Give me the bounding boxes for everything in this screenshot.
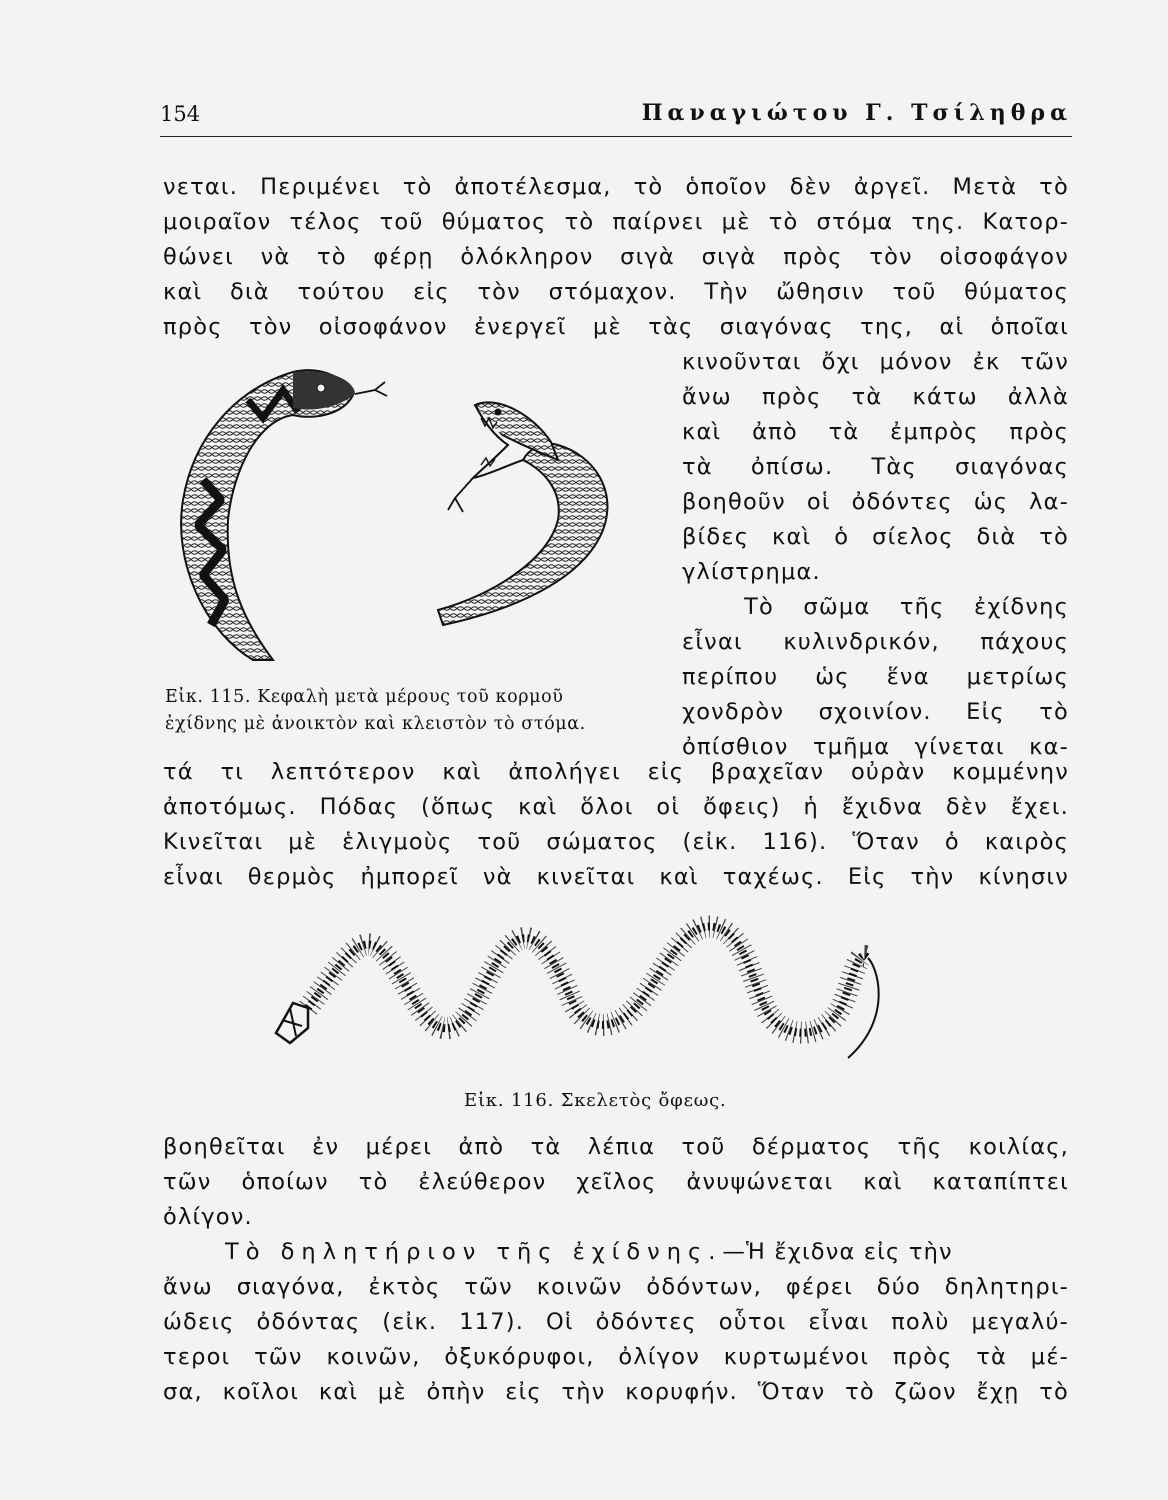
text-line: ἀποτόμως. Πόδας (ὅπως καὶ ὅλοι οἱ ὄφεις) ἡ ἔχιδνα δὲν ἔχει. bbox=[163, 794, 1069, 820]
text-line: καὶ διὰ τούτου εἰς τὸν στόμαχον. Τὴν ὤθησιν τοῦ θύματος bbox=[163, 279, 1069, 305]
page-number: 154 bbox=[160, 102, 201, 126]
figure-116-snake-skeleton bbox=[268, 908, 958, 1068]
text-line: Κινεῖται μὲ ἑλιγμοὺς τοῦ σώματος (εἰκ. 116). Ὅταν ὁ καιρὸς bbox=[163, 829, 1069, 855]
page-header bbox=[160, 96, 1072, 137]
text-line: ἄνω πρὸς τὰ κάτω ἀλλὰ bbox=[682, 384, 1069, 410]
text-line: νεται. Περιμένει τὸ ἀποτέλεσμα, τὸ ὁποῖον δὲν ἀργεῖ. Μετὰ τὸ bbox=[163, 174, 1069, 200]
text-line: Τὸ σῶμα τῆς ἐχίδνης bbox=[744, 594, 1069, 620]
section-heading: Τὸ δηλητήριον τῆς ἐχίδνης. bbox=[225, 1239, 723, 1265]
text-line: ὀλίγον. bbox=[163, 1204, 253, 1230]
paragraph-middle bbox=[163, 755, 1069, 895]
section-heading-rest: —Ἡ ἔχιδνα εἰς τὴν bbox=[722, 1239, 953, 1265]
figure-115-caption bbox=[165, 684, 665, 738]
open-mouth-snake bbox=[438, 402, 607, 625]
text-line: θώνει νὰ τὸ φέρῃ ὁλόκληρον σιγὰ σιγὰ πρὸς τὸν οἰσοφάγον bbox=[163, 244, 1069, 270]
text-line: τὰ ὀπίσω. Τὰς σιαγόνας bbox=[682, 454, 1069, 480]
text-line: ἄνω σιαγόνα, ἐκτὸς τῶν κοινῶν ὀδόντων, φέρει δύο δηλητηρι- bbox=[163, 1274, 1069, 1300]
text-line: βοηθεῖται ἐν μέρει ἀπὸ τὰ λέπια τοῦ δέρματος τῆς κοιλίας, bbox=[163, 1134, 1069, 1160]
text-line: ὀπίσθιον τμῆμα γίνεται κα- bbox=[682, 734, 1069, 760]
figure-115-snake-heads bbox=[163, 360, 663, 680]
text-line: βοηθοῦν οἱ ὀδόντες ὡς λα- bbox=[682, 489, 1069, 515]
paragraph-top bbox=[163, 170, 1069, 345]
text-line: τεροι τῶν κοινῶν, ὀξυκόρυφοι, ὀλίγον κυρτωμένοι πρὸς τὰ μέ- bbox=[163, 1344, 1069, 1370]
right-column bbox=[682, 345, 1069, 765]
text-line: βίδες καὶ ὁ σίελος διὰ τὸ bbox=[682, 524, 1069, 550]
text-line: περίπου ὡς ἕνα μετρίως bbox=[682, 664, 1069, 690]
text-line: χονδρὸν σχοινίον. Εἰς τὸ bbox=[682, 699, 1069, 725]
text-line: εἶναι κυλινδρικόν, πάχους bbox=[682, 629, 1069, 655]
text-line: κινοῦνται ὄχι μόνον ἐκ τῶν bbox=[682, 349, 1069, 375]
text-line: εἶναι θερμὸς ἠμπορεῖ νὰ κινεῖται καὶ ταχέως. Εἰς τὴν κίνησιν bbox=[163, 864, 1069, 890]
section-first-line bbox=[163, 1235, 1069, 1270]
closed-mouth-snake bbox=[181, 370, 387, 660]
text-line: μοιραῖον τέλος τοῦ θύματος τὸ παίρνει μὲ τὸ στόμα της. Κατορ- bbox=[163, 209, 1069, 235]
text-line: σα, κοῖλοι καὶ μὲ ὀπὴν εἰς τὴν κορυφήν. Ὅταν τὸ ζῶον ἔχῃ τὸ bbox=[163, 1379, 1069, 1405]
figure-116-caption: Εἰκ. 116. Σκελετὸς ὄφεως. bbox=[464, 1090, 727, 1111]
text-line: πρὸς τὸν οἰσοφάνον ἐνεργεῖ μὲ τὰς σιαγόνας της, αἱ ὁποῖαι bbox=[163, 314, 1069, 340]
text-line: καὶ ἀπὸ τὰ ἐμπρὸς πρὸς bbox=[682, 419, 1069, 445]
text-line: γλίστρημα. bbox=[682, 559, 821, 585]
caption-line: ἐχίδνης μὲ ἀνοικτὸν καὶ κλειστὸν τὸ στόμα. bbox=[165, 714, 586, 734]
text-line: ώδεις ὀδόντας (εἰκ. 117). Οἱ ὀδόντες οὗτοι εἶναι πολὺ μεγαλύ- bbox=[163, 1309, 1069, 1335]
running-title: Παναγιώτου Γ. Τσίληθρα bbox=[641, 100, 1072, 126]
paragraph-bottom bbox=[163, 1130, 1069, 1235]
text-line: τῶν ὁποίων τὸ ἐλεύθερον χεῖλος ἀνυψώνεται καὶ καταπίπτει bbox=[163, 1169, 1069, 1195]
text-line: τά τι λεπτότερον καὶ ἀπολήγει εἰς βραχεῖαν οὐρὰν κομμένην bbox=[163, 759, 1069, 785]
caption-line: Εἰκ. 115. Κεφαλὴ μετὰ μέρους τοῦ κορμοῦ bbox=[165, 687, 564, 707]
section-venom bbox=[163, 1235, 1069, 1410]
